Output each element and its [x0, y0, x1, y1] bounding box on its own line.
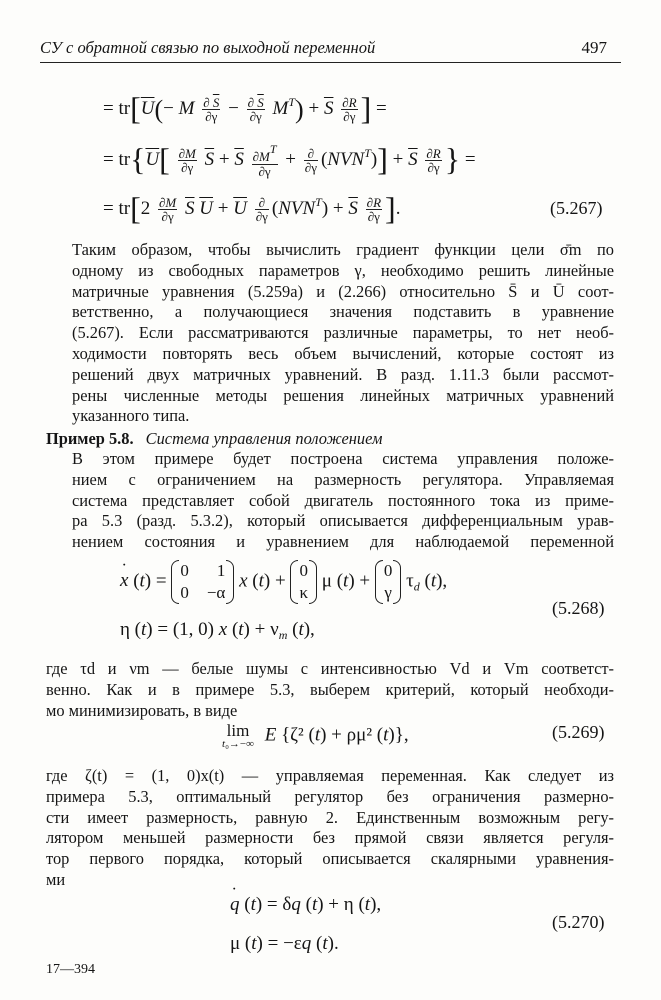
paragraph-gradient: Таким образом, чтобы вычислить градиент функции цели σ̄m по одному из свободных параметров γ, необходимо решить линейные матричные уравнения (5.259а) и (2.266) относительно S̄ и Ū соот- ветственно, а получающиеся значения подставить в уравнение (5.267). Если рассматриваются различные параметры, то нет необ- ходимости повторять весь объем вычислений, которые состоят из решений двух матричных уравнений. В разд. 1.11.3 были рассмот- рены численные методы решения линейных матричных уравнений указанного типа.: [72, 240, 614, 426]
equation-5-270-line2: μ (t) = −εq (t).: [230, 933, 339, 954]
equation-number-5-269: (5.269): [552, 722, 605, 742]
paragraph-noise: где τd и νm — белые шумы с интенсивностью Vd и Vm соответст- венно. Как и в примере 5.3, выберем критерий, который необходи- мо минимизировать, в виде: [46, 659, 614, 720]
equation-5-267-line1: = $tr[\overline{U}(- M$ $\frac{\partial \overline{S}}{\partial\gamma}$ − $\frac{\partial \overline{S}}{\partial\gamma}$ $M^T) + \overline{S}$ $\frac{\partial R}{\partial\gamma}$ ] =: [103, 90, 387, 126]
paragraph-example: В этом примере будет построена система управления положе- нием с ограничением на размерность регулятора. Управляемая система представляет собой двигатель постоянного тока из приме- ра 5.3 (разд. 5.3.2), который описывается дифференциальным урав- нением состояния и уравнением для наблюдаемой переменной: [72, 449, 614, 552]
disturbance-matrix: 0 γ: [375, 560, 402, 604]
equation-number-5-268: (5.268): [552, 598, 605, 618]
page-header: [40, 38, 621, 62]
equation-5-267-line2: = $tr\{\overline{U}$[ $\frac{\partial M}{\partial\gamma}$ $\overline{S} + \overline{S}$ $\frac{\partial MT}{\partial\gamma}$ + $\frac{\partial}{\partial\gamma}$ $(NVN^T)] + \overline{S}$ $\frac{\partial R}{\partial\gamma}$ } =: [103, 141, 476, 179]
equation-number-5-267: (5.267): [550, 198, 603, 218]
printer-signature: 17—394: [46, 962, 95, 977]
equation-number-5-270: (5.270): [552, 912, 605, 932]
input-matrix: 0 κ: [290, 560, 317, 604]
paragraph-regulator: где ζ(t) = (1, 0)x(t) — управляемая переменная. Как следует из примера 5.3, оптимальный регулятор без ограничения размерно- сти имеет размерность, равную 2. Единственным возможным регу- лятором меньшей размерности без прямой связи является регуля- тор первого порядка, который описывается скалярными уравнения- ми: [46, 766, 614, 889]
example-heading: [46, 429, 382, 449]
state-matrix: 0 1 0 −α: [171, 560, 234, 604]
header-rule: [40, 62, 621, 63]
equation-5-267-line3: = tr[2 $\frac{\partial M}{\partial\gamma}$ $\overline{S}$ $\overline{U} + \overline{U}$ $\frac{\partial}{\partial\gamma}$ $(NVN^T) + \overline{S}$ $\frac{\partial R}{\partial\gamma}$ ].: [103, 190, 401, 226]
running-title: СУ с обратной связью по выходной переменной: [40, 38, 376, 57]
example-name: Система управления положением: [145, 429, 383, 448]
example-label: Пример 5.8.: [46, 429, 134, 448]
equation-5-268-line1: x · (t) = 0 1 0 −α x (t) + 0 κ μ (t) + 0 γ $\tau_d$ (t),: [120, 560, 447, 604]
equation-5-270-line1: q · (t) = δq (t) + η (t),: [230, 895, 381, 914]
page-number: 497: [581, 38, 607, 57]
equation-5-268-line2: η (t) = (1, 0) x $(t) + \nu_m$ (t),: [120, 619, 315, 642]
equation-5-269: lim t₀→−∞ E {ζ² (t) + ρμ² (t)},: [222, 721, 409, 750]
